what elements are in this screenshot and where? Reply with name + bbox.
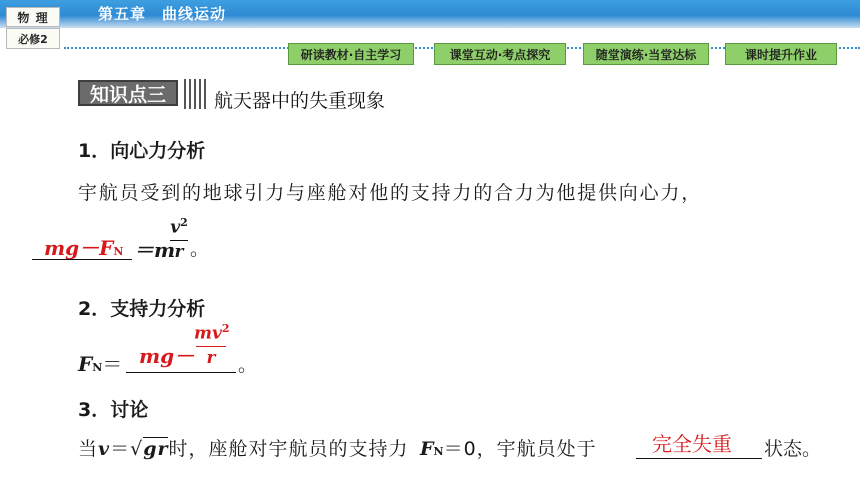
part3-eq-sign: ＝ <box>110 438 131 460</box>
part2-heading: 2．支持力分析 <box>78 298 206 320</box>
nav-button-interaction[interactable]: 课堂互动·考点探究 <box>434 43 566 65</box>
part3-fn-eq: ＝0，宇航员处于 <box>443 438 597 460</box>
badge-stripes-decoration <box>184 79 206 109</box>
part2-lhs-main: F <box>78 352 93 376</box>
part2-frac-den: r <box>206 348 216 368</box>
part1-eq-rhs-prefix: ＝m <box>134 238 176 262</box>
part3-v-symbol: v <box>98 438 111 460</box>
part3-text-a: 当 <box>78 438 99 460</box>
part1-frac-num <box>168 216 190 238</box>
part1-end-mark: 。 <box>190 238 210 260</box>
part2-answer-prefix: mg－ <box>139 344 195 368</box>
chapter-title: 第五章 曲线运动 <box>98 5 227 23</box>
part2-end-mark: 。 <box>238 354 258 376</box>
part3-text-b: 时，座舱对宇航员的支持力 <box>168 438 409 460</box>
part1-frac-bar <box>170 240 188 241</box>
part2-blank-underline <box>126 372 236 373</box>
part2-lhs-eq: ＝ <box>102 352 123 376</box>
part3-answer: 完全失重 <box>652 432 732 456</box>
part3-blank-underline <box>636 458 762 459</box>
part3-fn-sub: N <box>433 445 444 458</box>
part1-blank-underline <box>32 259 132 260</box>
part3-sqrt-content: gr <box>143 438 169 460</box>
nav-button-practice[interactable]: 随堂演练·当堂达标 <box>583 43 709 65</box>
part2-lhs <box>78 348 122 377</box>
part1-text: 宇航员受到的地球引力与座舱对他的支持力的合力为他提供向心力， <box>78 182 703 204</box>
part2-frac-bar <box>196 346 226 347</box>
part3-fn-main: F <box>420 438 434 460</box>
knowledge-point-badge: 知识点三 <box>78 80 178 106</box>
part3-heading: 3．讨论 <box>78 399 149 421</box>
part2-lhs-sub: N <box>92 361 103 374</box>
part1-answer-sub: N <box>113 245 124 258</box>
part1-answer <box>44 232 123 261</box>
part2-frac-num <box>194 322 228 344</box>
part3-text-c: 状态。 <box>764 438 822 460</box>
book-label: 必修2 <box>6 28 60 49</box>
subject-label: 物 理 <box>6 7 60 27</box>
part1-frac-den: r <box>174 242 184 262</box>
part1-frac-num-v: v <box>170 217 181 238</box>
part2-frac-num-exp: 2 <box>221 322 230 335</box>
nav-button-homework[interactable]: 课时提升作业 <box>725 43 837 65</box>
part2-frac-num-mv: mv <box>194 323 222 344</box>
part1-heading: 1．向心力分析 <box>78 140 206 162</box>
part3-text <box>78 434 409 461</box>
part3-fn <box>420 434 597 461</box>
sqrt-sign-icon: √ <box>130 438 144 460</box>
section-title: 航天器中的失重现象 <box>214 90 386 112</box>
nav-button-study[interactable]: 研读教材·自主学习 <box>288 43 414 65</box>
part1-eq-rhs <box>134 234 175 263</box>
part1-answer-main: mg－F <box>44 236 114 260</box>
part1-frac-num-exp: 2 <box>180 216 188 229</box>
